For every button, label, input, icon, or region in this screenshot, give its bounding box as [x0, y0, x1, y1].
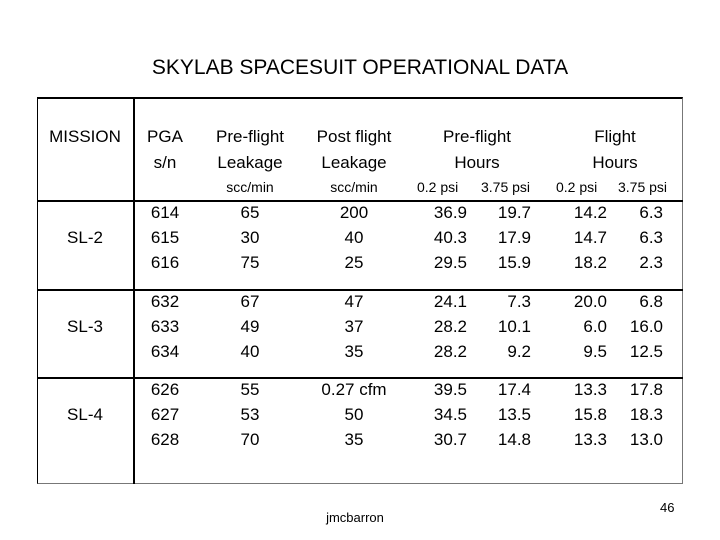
preflight-hours-02-cell: 40.3 — [433, 228, 467, 247]
preflight-leakage-cell: 53 — [240, 405, 260, 424]
row-divider-sl2 — [37, 289, 683, 291]
flight-hours-375-cell: 12.5 — [629, 342, 663, 361]
row-divider-sl3 — [37, 377, 683, 379]
header-preflight-hours-2: Hours — [454, 153, 500, 172]
preflight-hours-375-cell: 10.1 — [497, 317, 531, 336]
preflight-leakage-cell: 75 — [240, 253, 260, 272]
preflight-hours-375-cell: 9.2 — [507, 342, 531, 361]
preflight-hours-02-cell: 36.9 — [433, 203, 467, 222]
mission-cell: SL-2 — [67, 228, 103, 247]
unit-flight-hours-375: 3.75 psi — [618, 179, 668, 195]
pga-sn-cell: 614 — [150, 203, 180, 222]
footer-author: jmcbarron — [326, 510, 384, 525]
preflight-leakage-cell: 30 — [240, 228, 260, 247]
preflight-leakage-cell: 70 — [240, 430, 260, 449]
page-number: 46 — [660, 500, 675, 515]
postflight-leakage-cell: 47 — [344, 292, 364, 311]
preflight-hours-02-cell: 24.1 — [433, 292, 467, 311]
flight-hours-375-cell: 6.3 — [639, 203, 663, 222]
header-postflight-leakage-2: Leakage — [321, 153, 387, 172]
preflight-hours-375-cell: 17.4 — [497, 380, 531, 399]
header-preflight-leakage: Pre-flight — [215, 127, 285, 146]
flight-hours-375-cell: 18.3 — [629, 405, 663, 424]
flight-hours-02-cell: 20.0 — [573, 292, 607, 311]
mission-cell: SL-3 — [67, 317, 103, 336]
preflight-hours-02-cell: 29.5 — [433, 253, 467, 272]
unit-preflight-hours-02: 0.2 psi — [417, 179, 459, 195]
flight-hours-375-cell: 16.0 — [629, 317, 663, 336]
preflight-hours-375-cell: 14.8 — [497, 430, 531, 449]
postflight-leakage-cell: 200 — [339, 203, 369, 222]
postflight-leakage-cell: 35 — [344, 430, 364, 449]
postflight-leakage-cell: 0.27 cfm — [321, 380, 387, 399]
flight-hours-375-cell: 13.0 — [629, 430, 663, 449]
preflight-hours-02-cell: 28.2 — [433, 317, 467, 336]
preflight-hours-02-cell: 39.5 — [433, 380, 467, 399]
header-preflight-leakage-2: Leakage — [217, 153, 283, 172]
postflight-leakage-cell: 25 — [344, 253, 364, 272]
pga-sn-cell: 634 — [150, 342, 180, 361]
flight-hours-02-cell: 13.3 — [573, 380, 607, 399]
unit-flight-hours-02: 0.2 psi — [556, 179, 598, 195]
unit-postflight-leakage: scc/min — [330, 179, 378, 195]
preflight-leakage-cell: 65 — [240, 203, 260, 222]
preflight-hours-375-cell: 17.9 — [497, 228, 531, 247]
preflight-hours-375-cell: 7.3 — [507, 292, 531, 311]
flight-hours-375-cell: 6.3 — [639, 228, 663, 247]
postflight-leakage-cell: 40 — [344, 228, 364, 247]
flight-hours-02-cell: 9.5 — [583, 342, 607, 361]
pga-sn-cell: 628 — [150, 430, 180, 449]
preflight-hours-02-cell: 34.5 — [433, 405, 467, 424]
mission-cell: SL-4 — [67, 405, 103, 424]
pga-sn-cell: 626 — [150, 380, 180, 399]
header-mission: MISSION — [49, 127, 121, 146]
header-postflight-leakage: Post flight — [316, 127, 392, 146]
postflight-leakage-cell: 37 — [344, 317, 364, 336]
pga-sn-cell: 616 — [150, 253, 180, 272]
preflight-leakage-cell: 67 — [240, 292, 260, 311]
preflight-hours-02-cell: 30.7 — [433, 430, 467, 449]
unit-preflight-hours-375: 3.75 psi — [481, 179, 531, 195]
preflight-leakage-cell: 55 — [240, 380, 260, 399]
preflight-hours-375-cell: 19.7 — [497, 203, 531, 222]
flight-hours-02-cell: 6.0 — [583, 317, 607, 336]
pga-sn-cell: 627 — [150, 405, 180, 424]
header-divider — [37, 200, 683, 202]
postflight-leakage-cell: 35 — [344, 342, 364, 361]
flight-hours-375-cell: 2.3 — [639, 253, 663, 272]
unit-preflight-leakage: scc/min — [226, 179, 274, 195]
preflight-hours-375-cell: 13.5 — [497, 405, 531, 424]
pga-sn-cell: 615 — [150, 228, 180, 247]
pga-sn-cell: 633 — [150, 317, 180, 336]
preflight-leakage-cell: 49 — [240, 317, 260, 336]
page-title: SKYLAB SPACESUIT OPERATIONAL DATA — [151, 56, 569, 79]
flight-hours-375-cell: 6.8 — [639, 292, 663, 311]
flight-hours-02-cell: 18.2 — [573, 253, 607, 272]
header-flight-hours-2: Hours — [592, 153, 638, 172]
pga-sn-cell: 632 — [150, 292, 180, 311]
flight-hours-02-cell: 15.8 — [573, 405, 607, 424]
flight-hours-02-cell: 14.2 — [573, 203, 607, 222]
preflight-hours-375-cell: 15.9 — [497, 253, 531, 272]
header-preflight-hours: Pre-flight — [442, 127, 512, 146]
preflight-leakage-cell: 40 — [240, 342, 260, 361]
flight-hours-375-cell: 17.8 — [629, 380, 663, 399]
flight-hours-02-cell: 13.3 — [573, 430, 607, 449]
header-flight-hours: Flight — [594, 127, 636, 146]
header-pga: PGA — [147, 127, 183, 146]
header-pga-sn: s/n — [153, 153, 177, 172]
flight-hours-02-cell: 14.7 — [573, 228, 607, 247]
postflight-leakage-cell: 50 — [344, 405, 364, 424]
preflight-hours-02-cell: 28.2 — [433, 342, 467, 361]
